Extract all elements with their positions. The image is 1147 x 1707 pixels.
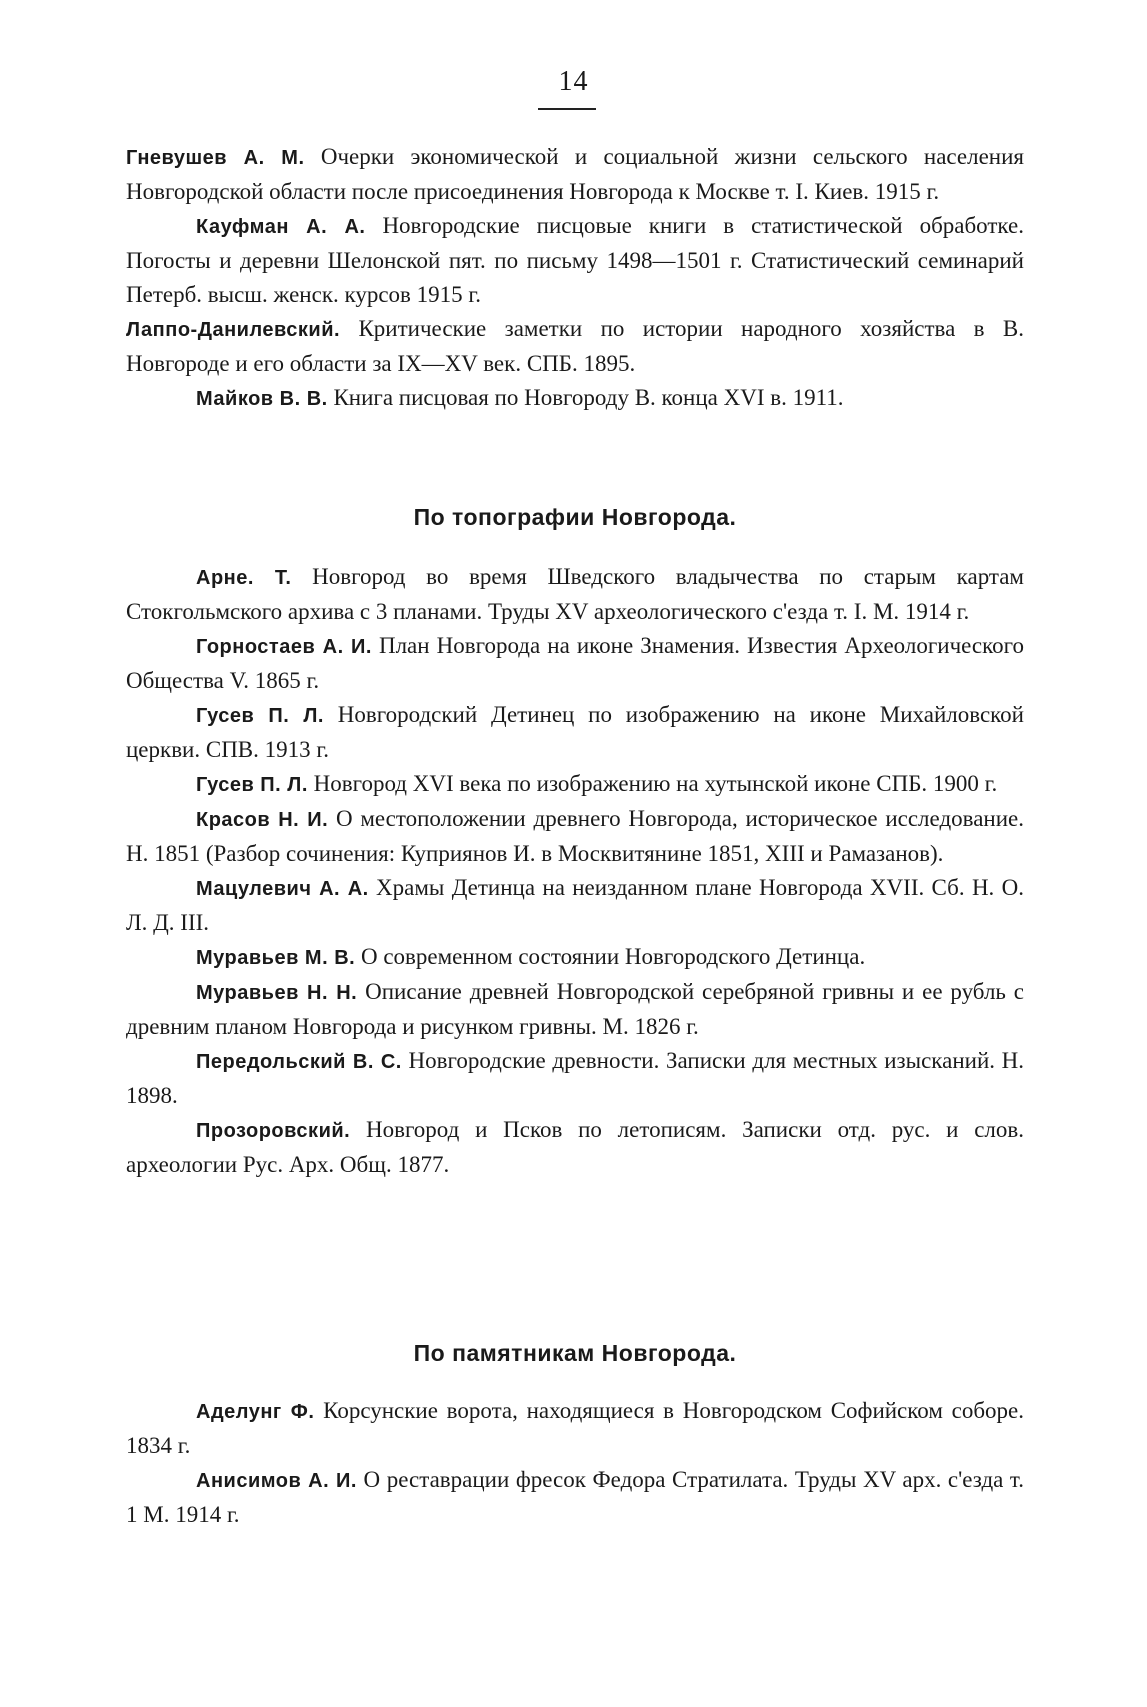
bibliography-entry	[126, 1463, 1024, 1532]
entry-author: Аделунг Ф.	[196, 1401, 315, 1423]
bibliography-entry	[126, 1394, 1024, 1463]
entry-text: Описание древней Новгородской серебряной гривны и ее рубль с древним планом Новгорода и рисунком гривны. М. 1826 г.	[126, 979, 1024, 1039]
entry-author: Муравьев М. В.	[196, 947, 356, 969]
entry-text: Корсунские ворота, находящиеся в Новгородском Софийском соборе. 1834 г.	[126, 1398, 1024, 1458]
bibliography-entry	[126, 1113, 1024, 1182]
entry-author: Арне. Т.	[196, 567, 292, 589]
bibliography-entry	[126, 802, 1024, 871]
page-number: 14	[558, 66, 589, 97]
entry-text: Критические заметки по истории народного хозяйства в В. Новгороде и его области за IX—XV век. СПБ. 1895.	[126, 316, 1024, 376]
entry-text: О реставрации фресок Федора Стратилата. Труды XV арх. с'езда т. 1 М. 1914 г.	[126, 1467, 1024, 1527]
bibliography-entry	[126, 140, 1024, 209]
bibliography-section-economy	[126, 140, 1024, 416]
entry-author: Прозоровский.	[196, 1120, 351, 1142]
entry-text: Новгородский Детинец по изображению на иконе Михайловской церкви. СПВ. 1913 г.	[126, 702, 1024, 762]
entry-author: Гусев П. Л.	[196, 774, 308, 796]
entry-text: Новгород XVI века по изображению на хутынской иконе СПБ. 1900 г.	[307, 771, 998, 796]
bibliography-entry	[126, 698, 1024, 767]
entry-text: Новгородские писцовые книги в статистической обработке. Погосты и деревни Шелонской пят. по письму 1498—1501 г. Статистический семинарий Петерб. высш. женск. курсов 1915 г.	[126, 213, 1024, 307]
entry-author: Кауфман А. А.	[196, 216, 366, 238]
entry-author: Горностаев А. И.	[196, 636, 372, 658]
entry-text: Новгород во время Шведского владычества по старым картам Стокгольмского архива с 3 планами. Труды XV археологического с'езда т. I. М. 1914 г.	[126, 564, 1024, 624]
bibliography-section-topography	[126, 560, 1024, 1182]
bibliography-entry	[126, 767, 1024, 802]
bibliography-entry	[126, 871, 1024, 940]
entry-text: Книга писцовая по Новгороду В. конца XVI в. 1911.	[327, 385, 844, 410]
entry-author: Гневушев А. М.	[126, 147, 305, 169]
bibliography-entry	[126, 209, 1024, 312]
entry-author: Лаппо-Данилевский.	[126, 319, 341, 341]
entry-text: О местоположении древнего Новгорода, историческое исследование. Н. 1851 (Разбор сочинения: Куприянов И. в Москвитянине 1851, XIII и Рамазанов).	[126, 806, 1024, 866]
bibliography-entry	[126, 1044, 1024, 1113]
entry-text: О современном состоянии Новгородского Детинца.	[355, 944, 866, 969]
bibliography-entry	[126, 975, 1024, 1044]
entry-author: Анисимов А. И.	[196, 1470, 357, 1492]
entry-author: Гусев П. Л.	[196, 705, 324, 727]
entry-text: Очерки экономической и социальной жизни сельского населения Новгородской области после присоединения Новгорода к Москве т. I. Киев. 1915 г.	[126, 144, 1024, 204]
bibliography-entry	[126, 312, 1024, 381]
page-number-rule	[538, 108, 596, 110]
bibliography-entry	[126, 560, 1024, 629]
section-heading-monuments: По памятникам Новгорода.	[413, 1340, 737, 1366]
entry-text: Новгородские древности. Записки для местных изысканий. Н. 1898.	[126, 1048, 1025, 1108]
entry-text: Новгород и Псков по летописям. Записки отд. рус. и слов. археологии Рус. Арх. Общ. 1877.	[126, 1117, 1024, 1177]
bibliography-entry	[126, 940, 1024, 975]
entry-author: Майков В. В.	[196, 388, 328, 410]
bibliography-section-monuments	[126, 1394, 1024, 1532]
entry-author: Мацулевич А. А.	[196, 878, 369, 900]
entry-author: Красов Н. И.	[196, 809, 329, 831]
entry-text: План Новгорода на иконе Знамения. Известия Археологического Общества V. 1865 г.	[126, 633, 1025, 693]
entry-text: Храмы Детинца на неизданном плане Новгорода XVII. Сб. Н. О. Л. Д. III.	[126, 875, 1024, 935]
bibliography-entry	[126, 381, 1024, 416]
bibliography-entry	[126, 629, 1024, 698]
section-heading-topography: По топографии Новгорода.	[413, 504, 737, 530]
entry-author: Муравьев Н. Н.	[196, 982, 358, 1004]
entry-author: Передольский В. С.	[196, 1051, 402, 1073]
